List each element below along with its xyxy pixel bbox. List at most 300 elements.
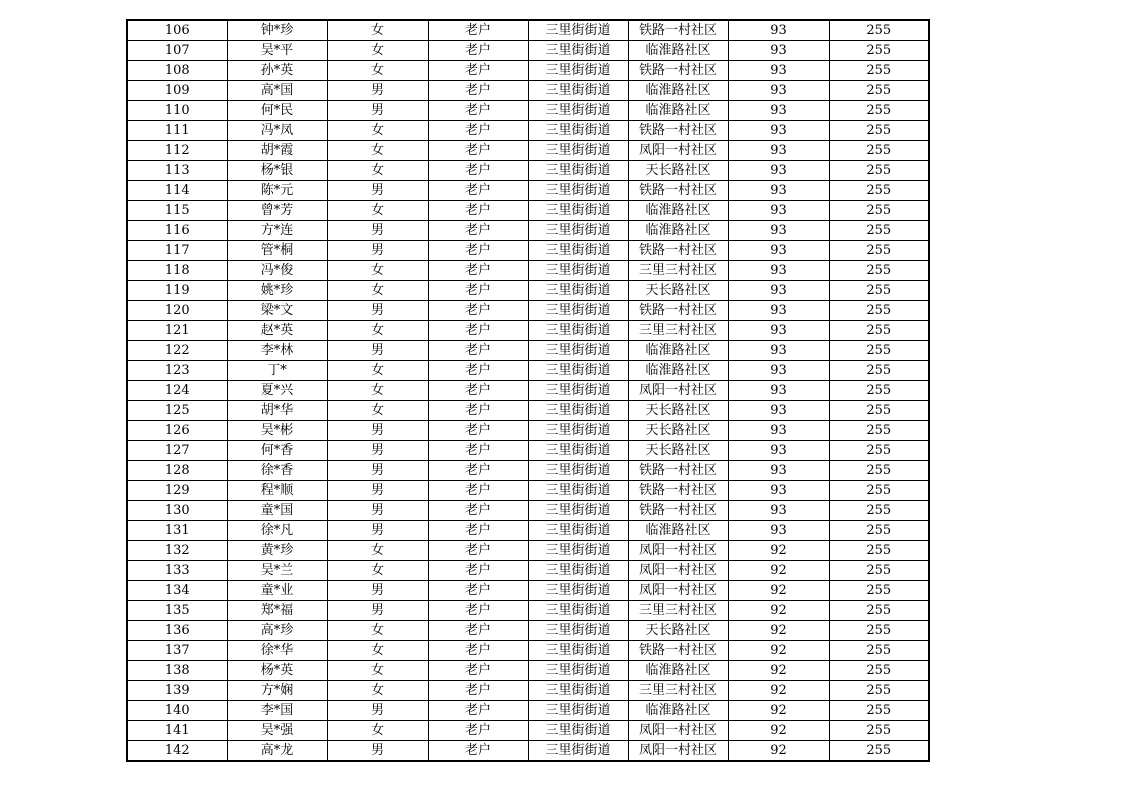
amount-cell: 255 [829, 61, 929, 81]
index-cell: 124 [127, 381, 227, 401]
community-cell: 铁路一村社区 [628, 501, 728, 521]
index-cell: 114 [127, 181, 227, 201]
street-cell: 三里街街道 [528, 701, 628, 721]
amount-cell: 255 [829, 441, 929, 461]
table-row [127, 541, 929, 561]
index-cell: 133 [127, 561, 227, 581]
age-cell: 93 [728, 181, 829, 201]
gender-cell: 女 [327, 621, 428, 641]
amount-cell: 255 [829, 401, 929, 421]
street-cell: 三里街街道 [528, 141, 628, 161]
community-cell: 临淮路社区 [628, 201, 728, 221]
name-cell: 吴*彬 [227, 421, 327, 441]
age-cell: 93 [728, 361, 829, 381]
community-cell: 三里三村社区 [628, 261, 728, 281]
amount-cell: 255 [829, 661, 929, 681]
amount-cell: 255 [829, 581, 929, 601]
name-cell: 方*娴 [227, 681, 327, 701]
gender-cell: 女 [327, 261, 428, 281]
table-row [127, 281, 929, 301]
age-cell: 92 [728, 741, 829, 762]
age-cell: 93 [728, 401, 829, 421]
name-cell: 胡*华 [227, 401, 327, 421]
age-cell: 92 [728, 721, 829, 741]
index-cell: 135 [127, 601, 227, 621]
street-cell: 三里街街道 [528, 641, 628, 661]
amount-cell: 255 [829, 561, 929, 581]
street-cell: 三里街街道 [528, 261, 628, 281]
amount-cell: 255 [829, 341, 929, 361]
name-cell: 赵*英 [227, 321, 327, 341]
household-type-cell: 老户 [428, 521, 528, 541]
name-cell: 曾*芳 [227, 201, 327, 221]
household-type-cell: 老户 [428, 61, 528, 81]
table-row [127, 81, 929, 101]
name-cell: 徐*香 [227, 461, 327, 481]
gender-cell: 女 [327, 641, 428, 661]
index-cell: 136 [127, 621, 227, 641]
gender-cell: 男 [327, 421, 428, 441]
age-cell: 93 [728, 101, 829, 121]
amount-cell: 255 [829, 121, 929, 141]
community-cell: 天长路社区 [628, 401, 728, 421]
index-cell: 118 [127, 261, 227, 281]
name-cell: 孙*英 [227, 61, 327, 81]
table-row [127, 341, 929, 361]
index-cell: 131 [127, 521, 227, 541]
name-cell: 郑*福 [227, 601, 327, 621]
community-cell: 铁路一村社区 [628, 20, 728, 41]
gender-cell: 女 [327, 20, 428, 41]
gender-cell: 女 [327, 541, 428, 561]
street-cell: 三里街街道 [528, 481, 628, 501]
table-row [127, 181, 929, 201]
age-cell: 93 [728, 301, 829, 321]
amount-cell: 255 [829, 81, 929, 101]
household-type-cell: 老户 [428, 201, 528, 221]
name-cell: 冯*俊 [227, 261, 327, 281]
gender-cell: 男 [327, 181, 428, 201]
index-cell: 139 [127, 681, 227, 701]
gender-cell: 男 [327, 441, 428, 461]
gender-cell: 男 [327, 521, 428, 541]
age-cell: 93 [728, 20, 829, 41]
street-cell: 三里街街道 [528, 20, 628, 41]
community-cell: 凤阳一村社区 [628, 541, 728, 561]
index-cell: 107 [127, 41, 227, 61]
table-row [127, 501, 929, 521]
table-row [127, 641, 929, 661]
name-cell: 李*林 [227, 341, 327, 361]
index-cell: 116 [127, 221, 227, 241]
street-cell: 三里街街道 [528, 721, 628, 741]
household-type-cell: 老户 [428, 401, 528, 421]
name-cell: 高*龙 [227, 741, 327, 762]
gender-cell: 女 [327, 201, 428, 221]
index-cell: 141 [127, 721, 227, 741]
index-cell: 126 [127, 421, 227, 441]
street-cell: 三里街街道 [528, 621, 628, 641]
street-cell: 三里街街道 [528, 521, 628, 541]
household-type-cell: 老户 [428, 281, 528, 301]
household-type-cell: 老户 [428, 141, 528, 161]
household-type-cell: 老户 [428, 661, 528, 681]
table-row [127, 481, 929, 501]
name-cell: 姚*珍 [227, 281, 327, 301]
gender-cell: 男 [327, 701, 428, 721]
community-cell: 天长路社区 [628, 441, 728, 461]
name-cell: 杨*银 [227, 161, 327, 181]
table-row [127, 101, 929, 121]
community-cell: 铁路一村社区 [628, 301, 728, 321]
table-row [127, 441, 929, 461]
name-cell: 高*国 [227, 81, 327, 101]
table-row [127, 261, 929, 281]
index-cell: 115 [127, 201, 227, 221]
name-cell: 吴*兰 [227, 561, 327, 581]
street-cell: 三里街街道 [528, 301, 628, 321]
gender-cell: 女 [327, 721, 428, 741]
name-cell: 李*国 [227, 701, 327, 721]
table-row [127, 561, 929, 581]
household-type-cell: 老户 [428, 541, 528, 561]
index-cell: 129 [127, 481, 227, 501]
gender-cell: 女 [327, 381, 428, 401]
household-type-cell: 老户 [428, 581, 528, 601]
amount-cell: 255 [829, 541, 929, 561]
household-type-cell: 老户 [428, 221, 528, 241]
gender-cell: 男 [327, 341, 428, 361]
gender-cell: 男 [327, 81, 428, 101]
community-cell: 天长路社区 [628, 161, 728, 181]
community-cell: 三里三村社区 [628, 681, 728, 701]
amount-cell: 255 [829, 101, 929, 121]
community-cell: 铁路一村社区 [628, 241, 728, 261]
gender-cell: 女 [327, 161, 428, 181]
gender-cell: 女 [327, 141, 428, 161]
household-type-cell: 老户 [428, 121, 528, 141]
table-row [127, 61, 929, 81]
index-cell: 134 [127, 581, 227, 601]
table-row [127, 521, 929, 541]
community-cell: 铁路一村社区 [628, 181, 728, 201]
index-cell: 123 [127, 361, 227, 381]
household-type-cell: 老户 [428, 301, 528, 321]
street-cell: 三里街街道 [528, 421, 628, 441]
name-cell: 夏*兴 [227, 381, 327, 401]
street-cell: 三里街街道 [528, 241, 628, 261]
gender-cell: 男 [327, 461, 428, 481]
gender-cell: 男 [327, 221, 428, 241]
age-cell: 92 [728, 621, 829, 641]
index-cell: 112 [127, 141, 227, 161]
name-cell: 何*香 [227, 441, 327, 461]
community-cell: 凤阳一村社区 [628, 561, 728, 581]
community-cell: 天长路社区 [628, 281, 728, 301]
amount-cell: 255 [829, 701, 929, 721]
amount-cell: 255 [829, 201, 929, 221]
community-cell: 凤阳一村社区 [628, 141, 728, 161]
amount-cell: 255 [829, 241, 929, 261]
amount-cell: 255 [829, 601, 929, 621]
table-row [127, 381, 929, 401]
amount-cell: 255 [829, 361, 929, 381]
household-type-cell: 老户 [428, 41, 528, 61]
name-cell: 童*国 [227, 501, 327, 521]
household-type-cell: 老户 [428, 481, 528, 501]
gender-cell: 女 [327, 61, 428, 81]
household-type-cell: 老户 [428, 421, 528, 441]
table-row [127, 321, 929, 341]
age-cell: 93 [728, 341, 829, 361]
household-type-cell: 老户 [428, 321, 528, 341]
age-cell: 92 [728, 641, 829, 661]
gender-cell: 女 [327, 661, 428, 681]
name-cell: 童*业 [227, 581, 327, 601]
age-cell: 93 [728, 501, 829, 521]
age-cell: 93 [728, 221, 829, 241]
street-cell: 三里街街道 [528, 401, 628, 421]
household-type-cell: 老户 [428, 241, 528, 261]
age-cell: 93 [728, 141, 829, 161]
gender-cell: 女 [327, 401, 428, 421]
household-type-cell: 老户 [428, 681, 528, 701]
age-cell: 92 [728, 601, 829, 621]
table-row [127, 601, 929, 621]
street-cell: 三里街街道 [528, 441, 628, 461]
street-cell: 三里街街道 [528, 201, 628, 221]
street-cell: 三里街街道 [528, 541, 628, 561]
index-cell: 137 [127, 641, 227, 661]
index-cell: 108 [127, 61, 227, 81]
gender-cell: 男 [327, 601, 428, 621]
table-row [127, 41, 929, 61]
household-type-cell: 老户 [428, 361, 528, 381]
street-cell: 三里街街道 [528, 321, 628, 341]
index-cell: 140 [127, 701, 227, 721]
age-cell: 93 [728, 201, 829, 221]
index-cell: 142 [127, 741, 227, 762]
gender-cell: 男 [327, 581, 428, 601]
table-row [127, 701, 929, 721]
community-cell: 临淮路社区 [628, 81, 728, 101]
name-cell: 高*珍 [227, 621, 327, 641]
household-type-cell: 老户 [428, 181, 528, 201]
index-cell: 110 [127, 101, 227, 121]
amount-cell: 255 [829, 301, 929, 321]
table-row [127, 241, 929, 261]
household-type-cell: 老户 [428, 501, 528, 521]
table-row [127, 721, 929, 741]
age-cell: 92 [728, 701, 829, 721]
gender-cell: 男 [327, 741, 428, 762]
community-cell: 三里三村社区 [628, 601, 728, 621]
index-cell: 138 [127, 661, 227, 681]
street-cell: 三里街街道 [528, 741, 628, 762]
street-cell: 三里街街道 [528, 681, 628, 701]
street-cell: 三里街街道 [528, 601, 628, 621]
amount-cell: 255 [829, 20, 929, 41]
community-cell: 凤阳一村社区 [628, 581, 728, 601]
community-cell: 凤阳一村社区 [628, 381, 728, 401]
amount-cell: 255 [829, 621, 929, 641]
name-cell: 吴*强 [227, 721, 327, 741]
gender-cell: 女 [327, 561, 428, 581]
community-cell: 三里三村社区 [628, 321, 728, 341]
street-cell: 三里街街道 [528, 561, 628, 581]
household-type-cell: 老户 [428, 461, 528, 481]
index-cell: 128 [127, 461, 227, 481]
household-type-cell: 老户 [428, 261, 528, 281]
household-type-cell: 老户 [428, 601, 528, 621]
gender-cell: 男 [327, 241, 428, 261]
gender-cell: 女 [327, 41, 428, 61]
household-type-cell: 老户 [428, 341, 528, 361]
amount-cell: 255 [829, 721, 929, 741]
name-cell: 吴*平 [227, 41, 327, 61]
index-cell: 132 [127, 541, 227, 561]
amount-cell: 255 [829, 741, 929, 762]
index-cell: 127 [127, 441, 227, 461]
spreadsheet-page [126, 19, 930, 762]
table-row [127, 141, 929, 161]
index-cell: 121 [127, 321, 227, 341]
age-cell: 93 [728, 121, 829, 141]
index-cell: 120 [127, 301, 227, 321]
age-cell: 93 [728, 161, 829, 181]
name-cell: 丁* [227, 361, 327, 381]
table-row [127, 681, 929, 701]
age-cell: 93 [728, 461, 829, 481]
amount-cell: 255 [829, 41, 929, 61]
age-cell: 93 [728, 81, 829, 101]
table-row [127, 621, 929, 641]
index-cell: 117 [127, 241, 227, 261]
age-cell: 93 [728, 441, 829, 461]
table-row [127, 361, 929, 381]
gender-cell: 男 [327, 101, 428, 121]
index-cell: 111 [127, 121, 227, 141]
community-cell: 临淮路社区 [628, 521, 728, 541]
name-cell: 胡*霞 [227, 141, 327, 161]
index-cell: 130 [127, 501, 227, 521]
table-row [127, 201, 929, 221]
name-cell: 钟*珍 [227, 20, 327, 41]
table-row [127, 741, 929, 762]
street-cell: 三里街街道 [528, 461, 628, 481]
household-type-cell: 老户 [428, 701, 528, 721]
name-cell: 徐*凡 [227, 521, 327, 541]
community-cell: 铁路一村社区 [628, 121, 728, 141]
table-row [127, 401, 929, 421]
index-cell: 122 [127, 341, 227, 361]
household-type-cell: 老户 [428, 20, 528, 41]
community-cell: 临淮路社区 [628, 341, 728, 361]
amount-cell: 255 [829, 381, 929, 401]
street-cell: 三里街街道 [528, 161, 628, 181]
age-cell: 93 [728, 41, 829, 61]
amount-cell: 255 [829, 281, 929, 301]
data-table [126, 19, 930, 762]
household-type-cell: 老户 [428, 161, 528, 181]
gender-cell: 女 [327, 281, 428, 301]
table-row [127, 421, 929, 441]
community-cell: 天长路社区 [628, 421, 728, 441]
street-cell: 三里街街道 [528, 361, 628, 381]
table-body [127, 20, 929, 761]
household-type-cell: 老户 [428, 741, 528, 762]
age-cell: 93 [728, 381, 829, 401]
amount-cell: 255 [829, 521, 929, 541]
gender-cell: 男 [327, 481, 428, 501]
community-cell: 铁路一村社区 [628, 481, 728, 501]
street-cell: 三里街街道 [528, 221, 628, 241]
street-cell: 三里街街道 [528, 661, 628, 681]
community-cell: 临淮路社区 [628, 661, 728, 681]
index-cell: 119 [127, 281, 227, 301]
age-cell: 92 [728, 681, 829, 701]
name-cell: 冯*凤 [227, 121, 327, 141]
community-cell: 铁路一村社区 [628, 61, 728, 81]
street-cell: 三里街街道 [528, 341, 628, 361]
community-cell: 天长路社区 [628, 621, 728, 641]
age-cell: 93 [728, 241, 829, 261]
community-cell: 凤阳一村社区 [628, 741, 728, 762]
street-cell: 三里街街道 [528, 61, 628, 81]
index-cell: 106 [127, 20, 227, 41]
amount-cell: 255 [829, 641, 929, 661]
table-row [127, 581, 929, 601]
age-cell: 93 [728, 421, 829, 441]
age-cell: 93 [728, 321, 829, 341]
name-cell: 杨*英 [227, 661, 327, 681]
household-type-cell: 老户 [428, 721, 528, 741]
household-type-cell: 老户 [428, 81, 528, 101]
amount-cell: 255 [829, 181, 929, 201]
age-cell: 92 [728, 581, 829, 601]
index-cell: 125 [127, 401, 227, 421]
gender-cell: 女 [327, 121, 428, 141]
community-cell: 临淮路社区 [628, 221, 728, 241]
table-row [127, 661, 929, 681]
index-cell: 113 [127, 161, 227, 181]
age-cell: 92 [728, 541, 829, 561]
age-cell: 92 [728, 561, 829, 581]
amount-cell: 255 [829, 141, 929, 161]
name-cell: 徐*华 [227, 641, 327, 661]
community-cell: 凤阳一村社区 [628, 721, 728, 741]
age-cell: 93 [728, 481, 829, 501]
table-row [127, 20, 929, 41]
name-cell: 陈*元 [227, 181, 327, 201]
name-cell: 程*顺 [227, 481, 327, 501]
name-cell: 方*连 [227, 221, 327, 241]
street-cell: 三里街街道 [528, 81, 628, 101]
table-row [127, 301, 929, 321]
household-type-cell: 老户 [428, 641, 528, 661]
table-row [127, 161, 929, 181]
household-type-cell: 老户 [428, 621, 528, 641]
amount-cell: 255 [829, 481, 929, 501]
age-cell: 93 [728, 521, 829, 541]
community-cell: 铁路一村社区 [628, 461, 728, 481]
table-row [127, 121, 929, 141]
street-cell: 三里街街道 [528, 181, 628, 201]
amount-cell: 255 [829, 261, 929, 281]
table-row [127, 461, 929, 481]
gender-cell: 女 [327, 321, 428, 341]
amount-cell: 255 [829, 461, 929, 481]
